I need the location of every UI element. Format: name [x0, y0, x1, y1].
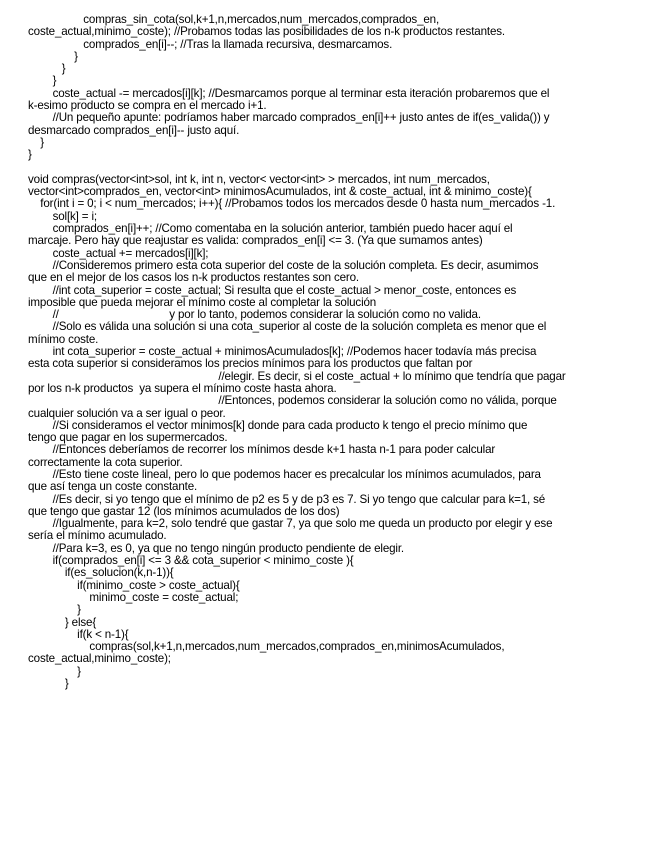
code-line: //Igualmente, para k=2, solo tendré que gastar 7, ya que solo me queda un producto por elegir y ese	[28, 517, 553, 531]
code-line: minimo_coste = coste_actual;	[28, 590, 239, 604]
code-line: //Un pequeño apunte: podríamos haber marcado comprados_en[i]++ justo antes de if(es_valida()) y	[28, 111, 550, 125]
code-line: tengo que pagar en los supermercados.	[28, 431, 228, 445]
code-line: coste_actual,minimo_coste);	[28, 652, 171, 666]
code-line: que así tenga un coste constante.	[28, 480, 198, 494]
code-line: coste_actual,minimo_coste); //Probamos todas las posibilidades de los n-k productos restantes.	[28, 25, 505, 39]
code-line: void compras(vector<int>sol, int k, int n, vector< vector<int> > mercados, int num_mercados,	[28, 172, 490, 186]
code-line: vector<int>comprados_en, vector<int> minimosAcumulados, int & coste_actual, int & minimo_coste){	[28, 185, 532, 199]
code-line: //elegir. Es decir, si el coste_actual + lo mínimo que tendría que pagar	[28, 369, 566, 383]
code-line: compras_sin_cota(sol,k+1,n,mercados,num_mercados,comprados_en,	[28, 13, 440, 26]
code-line: }	[28, 49, 78, 63]
code-line: que en el mejor de los casos los n-k productos restantes son cero.	[28, 271, 360, 285]
code-line: //Entonces, podemos considerar la solución como no válida, porque	[28, 394, 557, 408]
code-line: }	[28, 677, 69, 691]
document-text	[28, 14, 648, 690]
code-line: //Es decir, si yo tengo que el mínimo de p2 es 5 y de p3 es 7. Si yo tengo que calcular para k=1, sé	[28, 492, 546, 506]
code-line: desmarcado comprados_en[i]-- justo aquí.	[28, 123, 240, 137]
code-line: sería el mínimo acumulado.	[28, 529, 167, 543]
code-line: //Consideremos primero esta cota superior del coste de la solución completa. Es decir, asumimos	[28, 258, 539, 272]
code-line: coste_actual -= mercados[i][k]; //Desmarcamos porque al terminar esta iteración probaremos que el	[28, 86, 550, 100]
code-line: k-esimo producto se compra en el mercado i+1.	[28, 99, 267, 113]
code-line: }	[28, 74, 57, 88]
code-line: //Solo es válida una solución si una cota_superior al coste de la solución completa es menor que el	[28, 320, 547, 334]
code-line: //Esto tiene coste lineal, pero lo que podemos hacer es precalcular los mínimos acumulados, para	[28, 467, 541, 481]
code-line: //Entonces deberíamos de recorrer los mínimos desde k+1 hasta n-1 para poder calcular	[28, 443, 496, 457]
code-line: // y por lo tanto, podemos considerar la solución como no valida.	[28, 308, 481, 322]
code-line: }	[28, 664, 81, 678]
code-line: comprados_en[i]++; //Como comentaba en la solución anterior, también puedo hacer aquí el	[28, 222, 513, 236]
code-line: esta cota superior si consideramos los precios mínimos para los productos que faltan por	[28, 357, 473, 371]
code-line: for(int i = 0; i < num_mercados; i++){ //Probamos todos los mercados desde 0 hasta num_mercados -1.	[28, 197, 556, 211]
code-line: marcaje. Pero hay que reajustar es valida: comprados_en[i] <= 3. (Ya que sumamos antes)	[28, 234, 483, 248]
code-line: imposible que pueda mejorar el mínimo coste al completar la solución	[28, 295, 377, 309]
code-line: }	[28, 135, 45, 149]
code-line: if(minimo_coste > coste_actual){	[28, 578, 240, 592]
code-line: //Si consideramos el vector minimos[k] donde para cada producto k tengo el precio mínimo que	[28, 418, 528, 432]
code-line: //Para k=3, es 0, ya que no tengo ningún producto pendiente de elegir.	[28, 541, 405, 555]
code-line: }	[28, 62, 66, 76]
code-line: int cota_superior = coste_actual + minimosAcumulados[k]; //Podemos hacer todavía más precisa	[28, 345, 537, 359]
code-line: compras(sol,k+1,n,mercados,num_mercados,comprados_en,minimosAcumulados,	[28, 640, 505, 654]
code-line: } else{	[28, 615, 97, 629]
code-line: sol[k] = i;	[28, 209, 97, 223]
code-line: comprados_en[i]--; //Tras la llamada recursiva, desmarcamos.	[28, 37, 393, 51]
code-line: cualquier solución va a ser igual o peor.	[28, 406, 226, 420]
code-line: que tengo que gastar 12 (los mínimos acumulados de los dos)	[28, 504, 340, 518]
code-line: por los n-k productos ya supera el mínimo coste hasta ahora.	[28, 381, 337, 395]
code-line	[28, 162, 648, 174]
code-line: coste_actual += mercados[i][k];	[28, 246, 209, 260]
code-line: //int cota_superior = coste_actual; Si resulta que el coste_actual > menor_coste, entonces es	[28, 283, 517, 297]
code-line: mínimo coste.	[28, 332, 99, 346]
code-line: }	[28, 148, 32, 162]
code-line: correctamente la cota superior.	[28, 455, 183, 469]
code-line: if(comprados_en[i] <= 3 && cota_superior < minimo_coste ){	[28, 554, 354, 568]
code-line: if(es_solucion(k,n-1)){	[28, 566, 174, 580]
code-line: }	[28, 603, 81, 617]
code-line: if(k < n-1){	[28, 627, 129, 641]
